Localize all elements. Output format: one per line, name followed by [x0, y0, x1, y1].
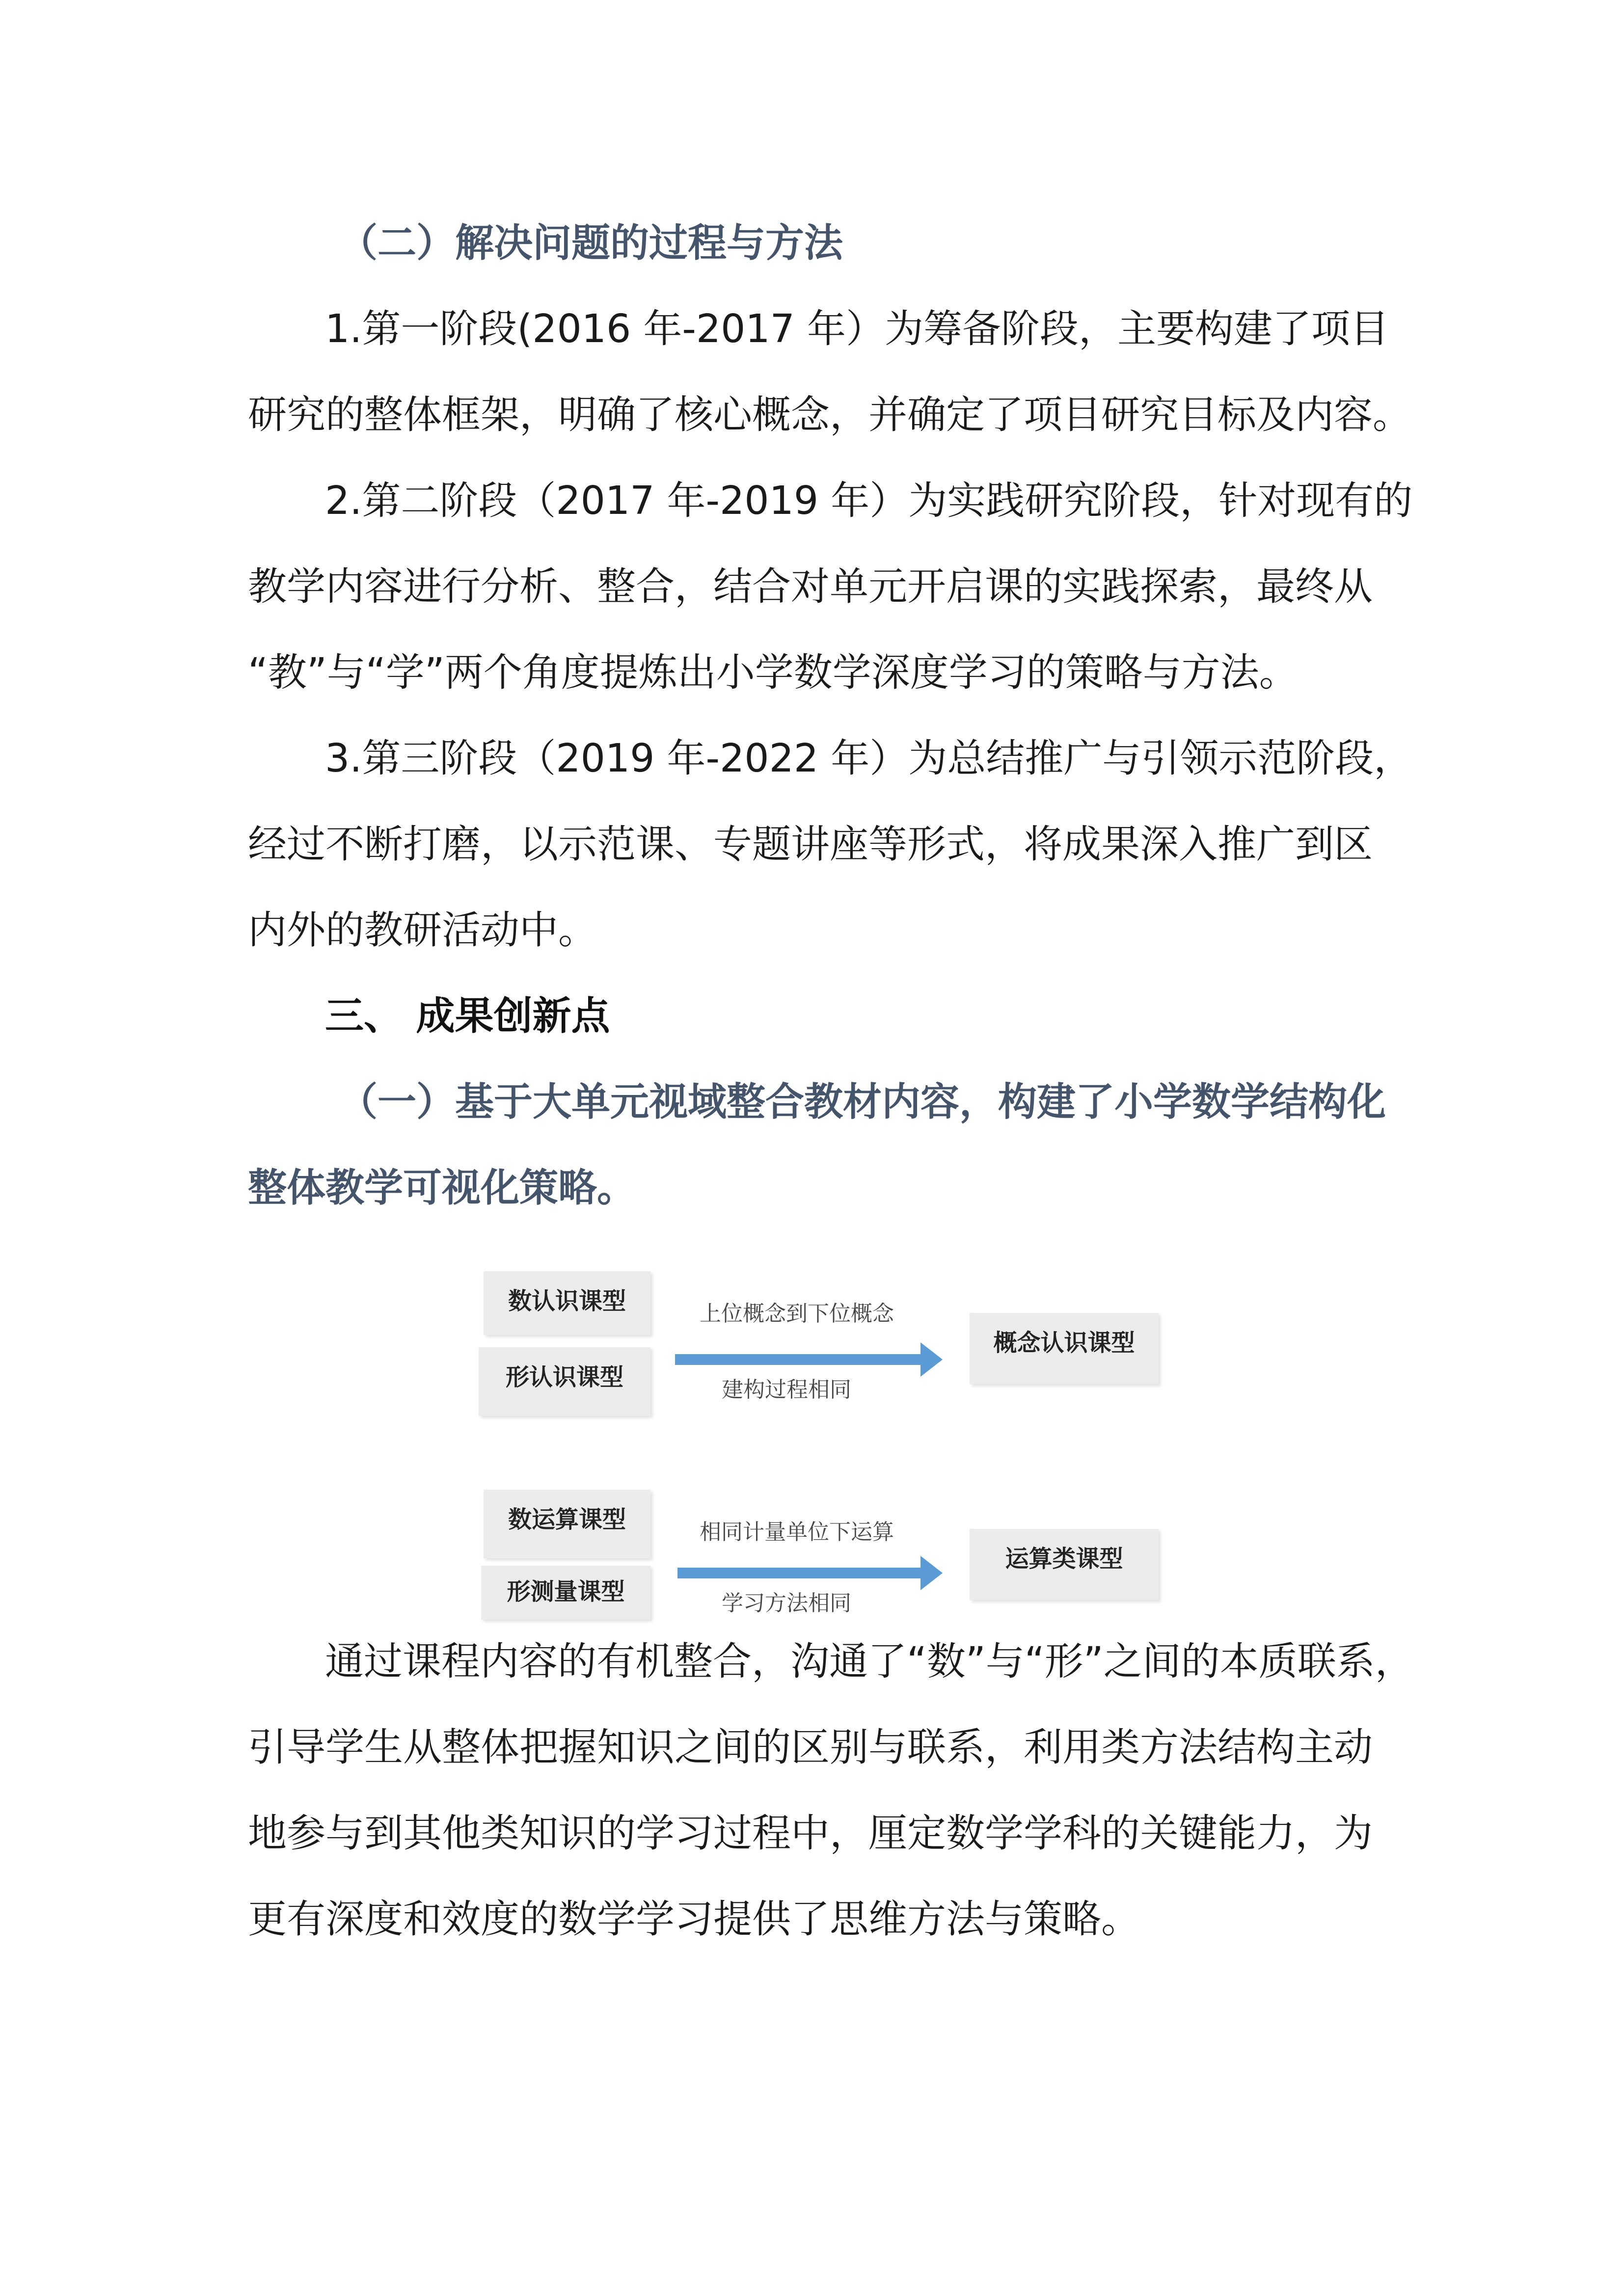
box-shape-recognition: 形认识课型 [479, 1347, 650, 1416]
paragraph-line: 教学内容进行分析、整合，结合对单元开启课的实践探索，最终从 [248, 564, 1373, 609]
box-number-recognition: 数认识课型 [484, 1271, 650, 1335]
paragraph-line: 更有深度和效度的数学学习提供了思维方法与策略。 [248, 1896, 1140, 1942]
arrow-label-top: 上位概念到下位概念 [700, 1301, 894, 1326]
subsection-heading-line: （一）基于大单元视域整合教材内容，构建了小学数学结构化 [339, 1079, 1386, 1124]
arrow-label-bottom: 学习方法相同 [722, 1591, 851, 1616]
box-operation-type: 运算类课型 [970, 1529, 1159, 1600]
box-number-operation: 数运算课型 [484, 1490, 650, 1558]
section-heading-2: （二）解决问题的过程与方法 [339, 220, 843, 266]
paragraph-line: 引导学生从整体把握知识之间的区别与联系，利用类方法结构主动 [248, 1725, 1373, 1770]
subsection-heading-line: 整体教学可视化策略。 [248, 1165, 636, 1210]
box-concept-recognition: 概念认识课型 [970, 1313, 1159, 1384]
paragraph-line: 经过不断打磨，以示范课、专题讲座等形式，将成果深入推广到区 [248, 822, 1373, 867]
paragraph-line: 研究的整体框架，明确了核心概念，并确定了项目研究目标及内容。 [248, 392, 1411, 437]
section-heading-3: 三、 成果创新点 [325, 993, 610, 1039]
paragraph-line: 通过课程内容的有机整合，沟通了“数”与“形”之间的本质联系， [325, 1639, 1414, 1684]
paragraph-line: 1.第一阶段(2016 年-2017 年）为筹备阶段，主要构建了项目 [325, 306, 1389, 351]
paragraph-line: “教”与“学”两个角度提炼出小学数学深度学习的策略与方法。 [248, 650, 1298, 695]
paragraph-line: 地参与到其他类知识的学习过程中，厘定数学学科的关键能力，为 [248, 1811, 1373, 1856]
arrow-label-bottom: 建构过程相同 [722, 1377, 851, 1402]
paragraph-line: 3.第三阶段（2019 年-2022 年）为总结推广与引领示范阶段， [325, 736, 1413, 781]
paragraph-line: 内外的教研活动中。 [248, 908, 597, 953]
arrow-label-top: 相同计量单位下运算 [700, 1520, 894, 1545]
paragraph-line: 2.第二阶段（2017 年-2019 年）为实践研究阶段，针对现有的 [325, 478, 1413, 523]
box-shape-measurement: 形测量课型 [481, 1566, 650, 1620]
